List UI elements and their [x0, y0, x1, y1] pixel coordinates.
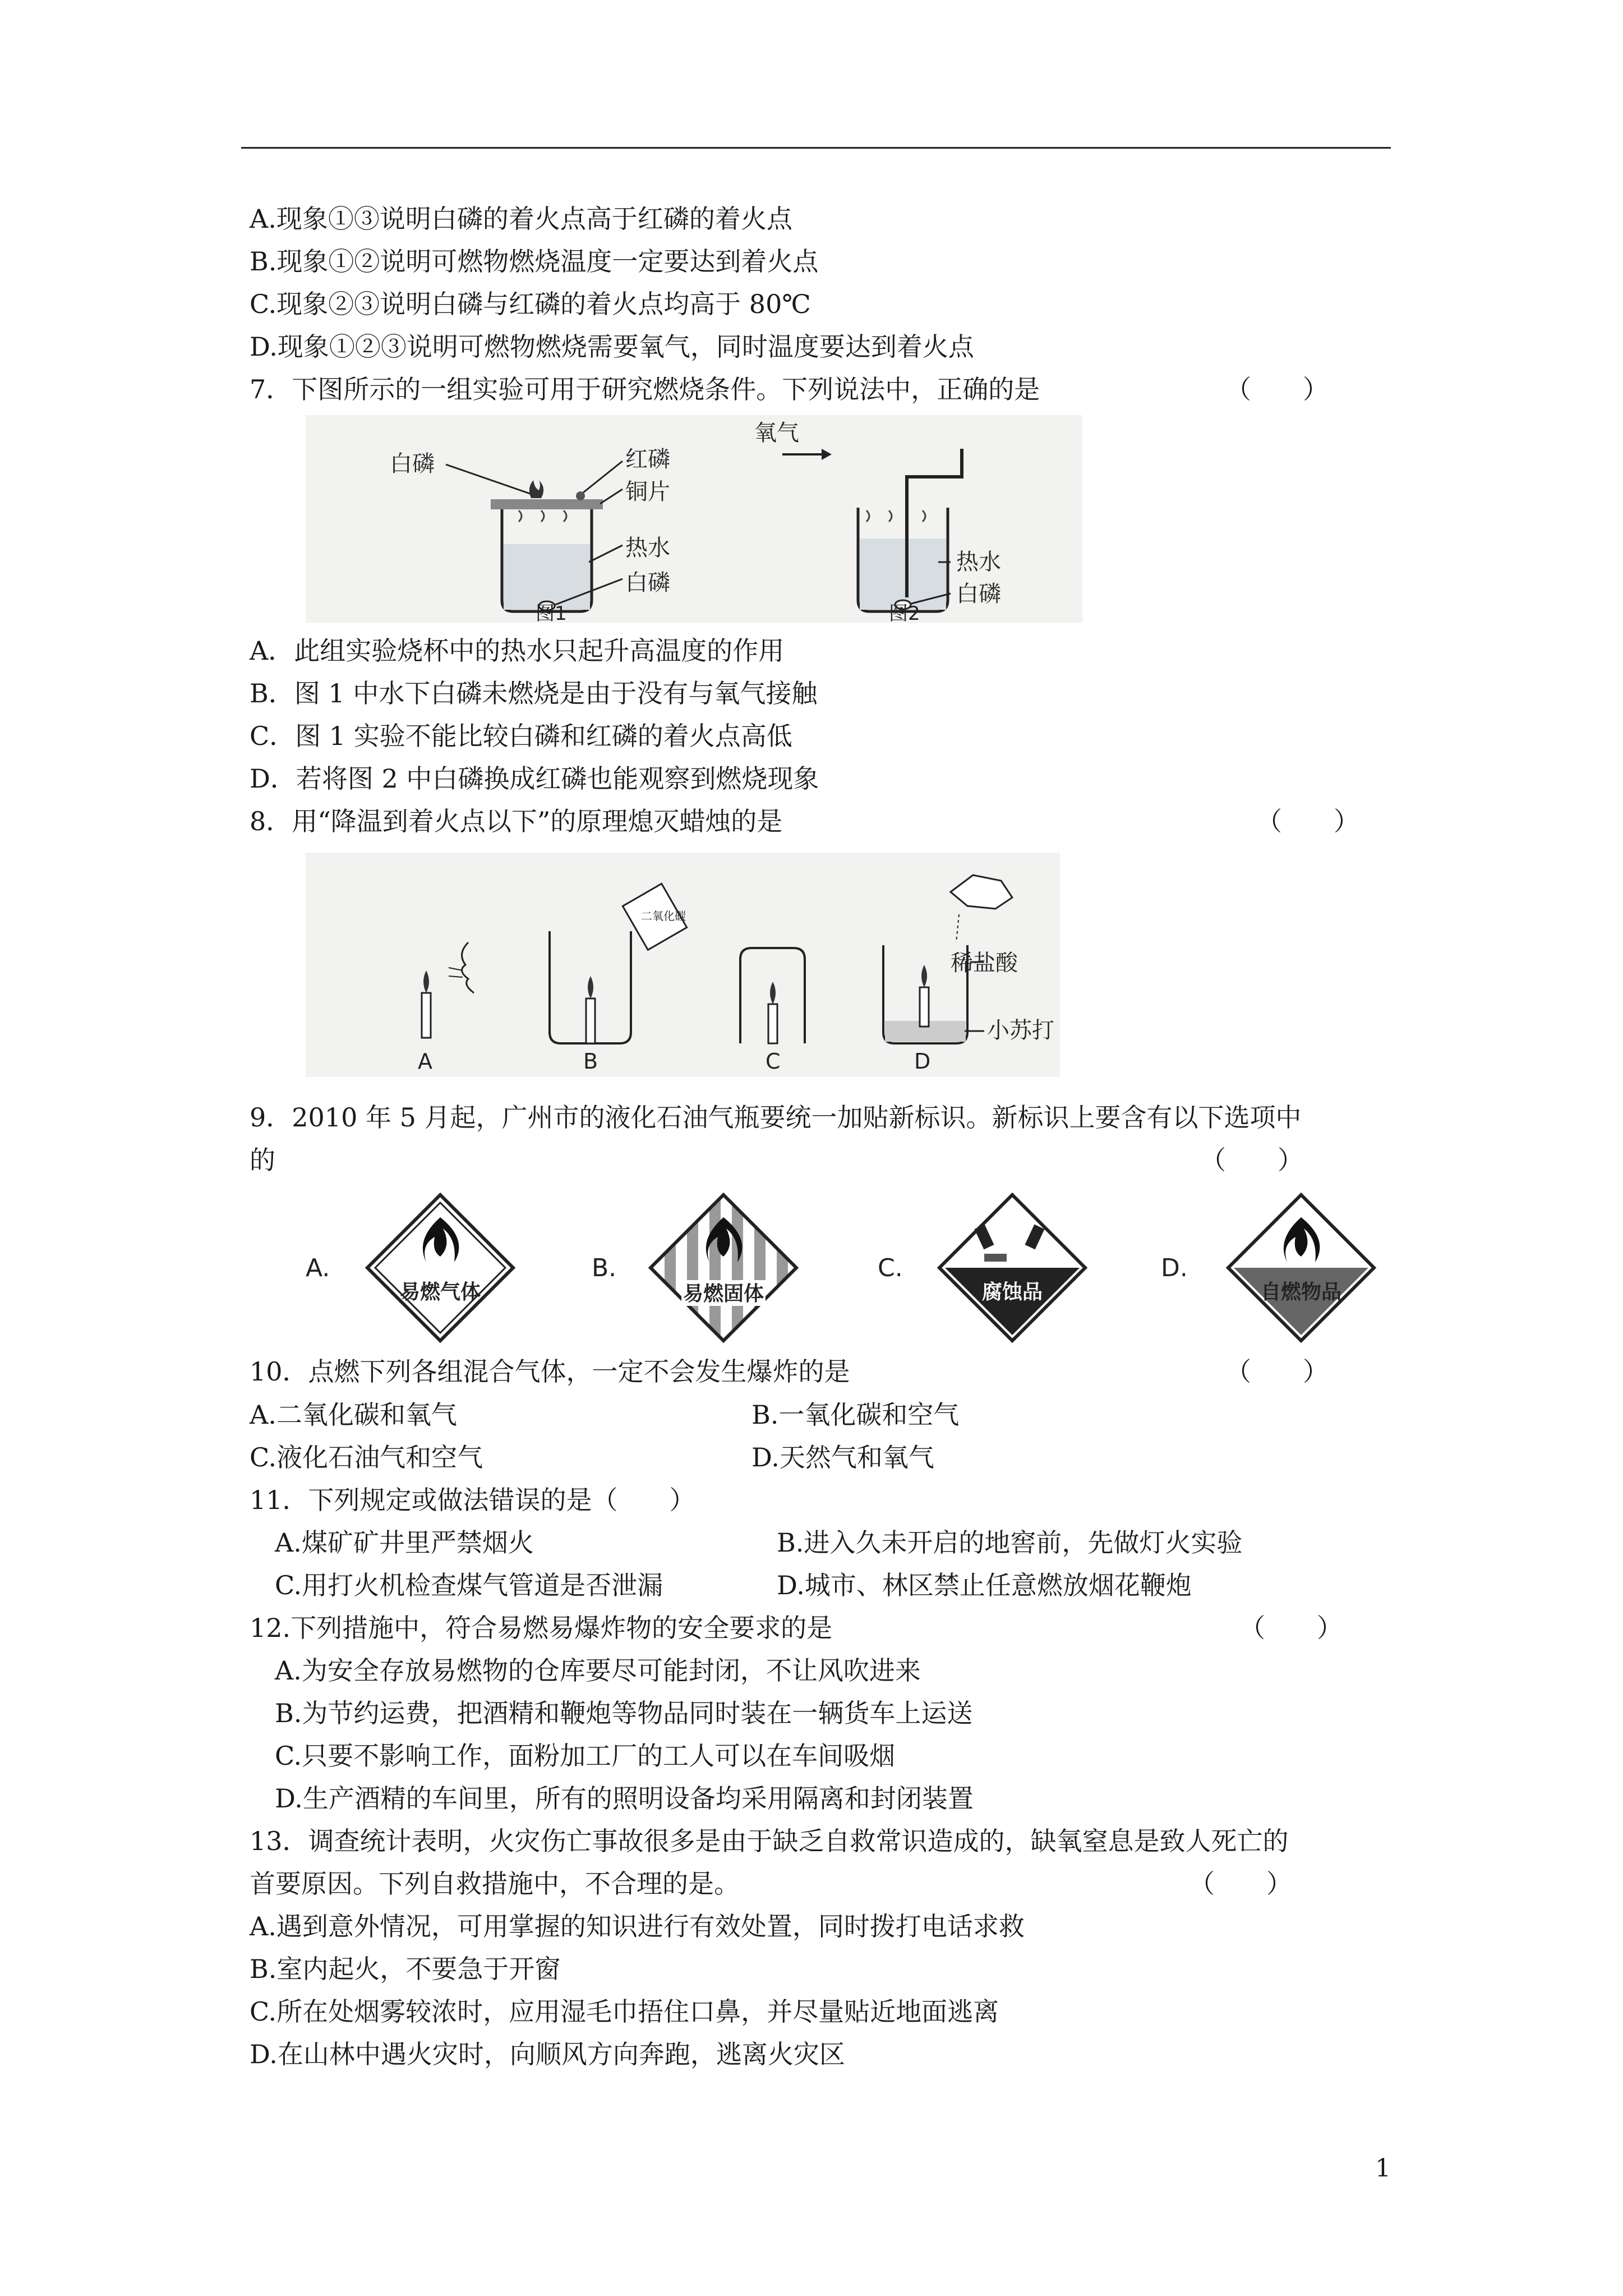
q8-label-b: B: [583, 1049, 598, 1074]
q13-option-b: B.室内起火，不要急于开窗: [250, 1954, 561, 1984]
sign-b-text: 易燃固体: [683, 1282, 764, 1305]
q13-stem-line1: 13．调查统计表明，火灾伤亡事故很多是由于缺乏自救常识造成的，缺氧窒息是致人死亡的: [250, 1826, 1289, 1856]
q9-signs: [306, 1184, 1388, 1352]
q7-answer-paren: （ ）: [1225, 374, 1329, 404]
q8-answer-paren: （ ）: [1256, 806, 1359, 836]
q11-option-a: A.煤矿矿井里严禁烟火: [275, 1527, 534, 1558]
q8-figure: [306, 853, 1060, 1077]
fig2-label-white-phosphorus: 白磷: [956, 581, 1001, 607]
q6-option-d: D.现象①②③说明可燃物燃烧需要氧气，同时温度要达到着火点: [250, 332, 974, 362]
sign-c-hand-icon: [984, 1254, 1007, 1262]
fig1-label-copper: 铜片: [625, 479, 670, 505]
sign-d-text: 自燃物品: [1260, 1281, 1342, 1304]
q7-stem: 7．下图所示的一组实验可用于研究燃烧条件。下列说法中，正确的是: [250, 374, 1040, 404]
hand-pouring-icon: [951, 875, 1012, 909]
q13-answer-paren: （ ）: [1189, 1869, 1292, 1899]
q10-option-d: D.天然气和氧气: [751, 1442, 934, 1473]
q7-option-d: D．若将图 2 中白磷换成红磷也能观察到燃烧现象: [250, 763, 819, 794]
q8-stem: 8．用“降温到着火点以下”的原理熄灭蜡烛的是: [250, 806, 783, 836]
copper-plate: [491, 499, 603, 509]
q8-label-d: D: [914, 1049, 931, 1074]
q10-option-b: B.一氧化碳和空气: [751, 1400, 960, 1430]
q8-label-c: C: [766, 1049, 781, 1074]
fig2-caption: 图2: [889, 602, 920, 623]
leader-line: [446, 464, 530, 494]
q7-option-b: B．图 1 中水下白磷未燃烧是由于没有与氧气接触: [250, 678, 818, 708]
page-number: 1: [1375, 2154, 1391, 2183]
q12-option-c: C.只要不影响工作，面粉加工厂的工人可以在车间吸烟: [275, 1741, 896, 1771]
sign-c-text: 腐蚀品: [981, 1281, 1043, 1304]
sign-d-letter: D.: [1161, 1254, 1188, 1282]
q6-option-a: A.现象①③说明白磷的着火点高于红磷的着火点: [250, 204, 792, 234]
leader-line: [589, 545, 623, 562]
acid-drip: [956, 914, 959, 942]
flame-a-icon: [423, 970, 429, 993]
q10-stem: 10．点燃下列各组混合气体，一定不会发生爆炸的是: [250, 1356, 850, 1387]
fig1-label-white-phosphorus: 白磷: [390, 451, 435, 477]
flame-c-icon: [770, 982, 776, 1004]
q10-option-c: C.液化石油气和空气: [250, 1442, 483, 1473]
candle-d: [920, 987, 929, 1027]
q11-stem: 11．下列规定或做法错误的是（ ）: [250, 1485, 695, 1515]
q11-option-b: B.进入久未开启的地窖前，先做灯火实验: [777, 1527, 1243, 1558]
fig1-label-white-phosphorus-2: 白磷: [625, 570, 670, 596]
q12-option-d: D.生产酒精的车间里，所有的照明设备均采用隔离和封闭装置: [275, 1783, 974, 1814]
sign-b-letter: B.: [592, 1254, 617, 1282]
q13-option-a: A.遇到意外情况，可用掌握的知识进行有效处置，同时拨打电话求救: [250, 1911, 1025, 1941]
fig2-hot-water: [860, 539, 946, 610]
q13-option-c: C.所在处烟雾较浓时，应用湿毛巾捂住口鼻，并尽量贴近地面逃离: [250, 1996, 999, 2027]
q13-stem-line2: 首要原因。下列自救措施中，不合理的是。: [250, 1869, 740, 1899]
q9-signs-svg: [306, 1184, 1388, 1352]
q9-stem-line1: 9．2010 年 5 月起，广州市的液化石油气瓶要统一加贴新标识。新标识上要含有以下选项中: [250, 1102, 1302, 1133]
leader-line: [583, 461, 623, 493]
co2-bottle-label: 二氧化碳: [641, 909, 686, 923]
q8-label-a: A: [418, 1049, 432, 1074]
fig2-label-oxygen: 氧气: [754, 420, 799, 446]
fig1-caption: 图1: [536, 602, 567, 623]
sign-a-flammable-gas: [367, 1195, 513, 1341]
q6-option-c: C.现象②③说明白磷与红磷的着火点均高于 80℃: [250, 289, 811, 319]
breath-line: [449, 968, 463, 970]
candle-a: [422, 993, 431, 1038]
candle-b: [586, 999, 595, 1043]
q10-answer-paren: （ ）: [1225, 1356, 1329, 1387]
q7-option-a: A．此组实验烧杯中的热水只起升高温度的作用: [250, 636, 785, 666]
q7-figure: [306, 415, 1082, 623]
q12-option-b: B.为节约运费，把酒精和鞭炮等物品同时装在一辆货车上运送: [275, 1698, 973, 1728]
arrowhead-icon: [822, 449, 832, 460]
fig2-label-hot-water: 热水: [956, 549, 1001, 575]
fig1-flame-icon: [529, 480, 543, 498]
q11-option-d: D.城市、林区禁止任意燃放烟花鞭炮: [777, 1570, 1192, 1600]
flame-d-icon: [921, 965, 927, 987]
q8-label-baking-soda: 小苏打: [987, 1018, 1054, 1043]
q8-label-hydrochloric-acid: 稀盐酸: [951, 950, 1018, 976]
sign-a-letter: A.: [306, 1254, 330, 1282]
q7-option-c: C．图 1 实验不能比较白磷和红磷的着火点高低: [250, 721, 792, 751]
q13-option-d: D.在山林中遇火灾时，向顺风方向奔跑，逃离火灾区: [250, 2039, 845, 2069]
flame-b-icon: [588, 976, 593, 999]
leader-line: [600, 489, 623, 504]
header-rule: [241, 147, 1391, 149]
sign-a-text: 易燃气体: [399, 1281, 481, 1304]
q11-option-c: C.用打火机检查煤气管道是否泄漏: [275, 1570, 663, 1600]
sign-c-letter: C.: [878, 1254, 903, 1282]
fig2-steam: [866, 510, 925, 522]
fig1-label-red-phosphorus: 红磷: [625, 447, 670, 472]
breath-line: [449, 976, 463, 977]
q12-option-a: A.为安全存放易燃物的仓库要尽可能封闭，不让风吹进来: [275, 1655, 921, 1686]
q10-option-a: A.二氧化碳和氧气: [250, 1400, 457, 1430]
q8-figure-svg: [306, 853, 1060, 1077]
q7-figure-svg: [306, 415, 1082, 623]
face-blowing-icon: [462, 942, 474, 993]
fig1-steam: [519, 510, 566, 522]
q6-option-b: B.现象①②说明可燃物燃烧温度一定要达到着火点: [250, 246, 819, 277]
candle-c: [768, 1004, 777, 1043]
q12-stem: 12.下列措施中，符合易燃易爆炸物的安全要求的是: [250, 1613, 833, 1643]
fig1-label-hot-water: 热水: [625, 535, 670, 561]
q12-answer-paren: （ ）: [1239, 1613, 1343, 1643]
sign-b-flammable-solid: [651, 1195, 796, 1341]
q9-answer-paren: （ ）: [1200, 1145, 1303, 1175]
fig1-hot-water: [504, 544, 590, 610]
q9-stem-line2: 的: [250, 1145, 275, 1175]
